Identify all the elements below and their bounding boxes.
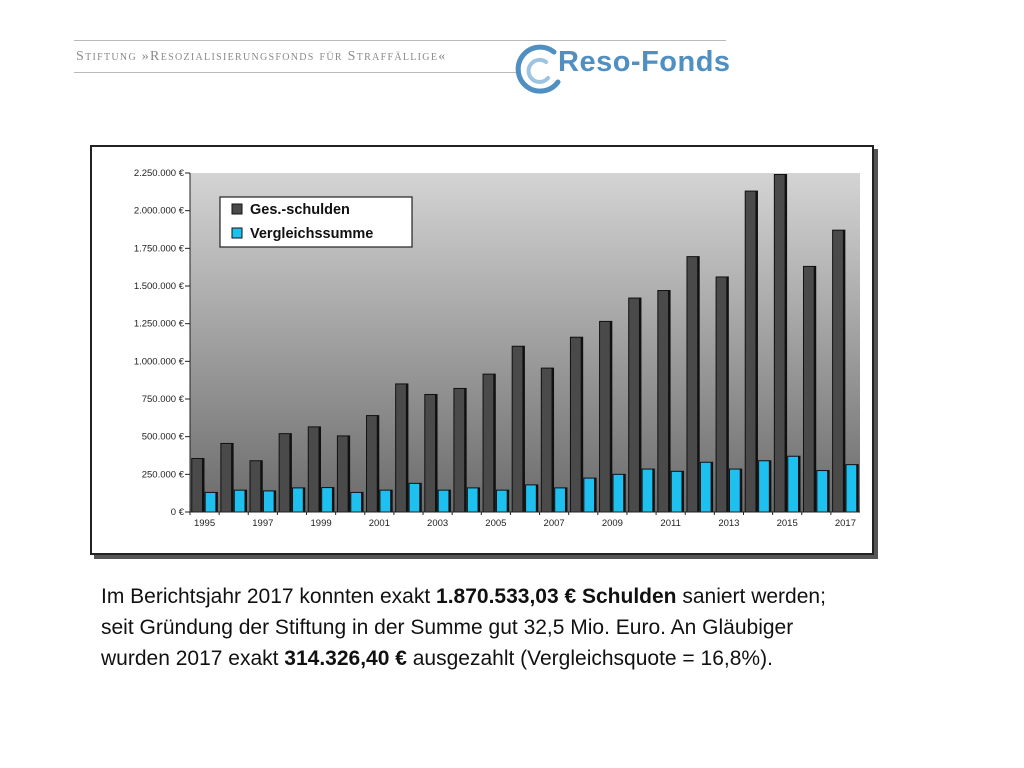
bar-vergleichssumme-shade <box>448 490 450 512</box>
caption-line-1-end: saniert werden; <box>676 585 826 608</box>
bar-vergleichssumme-shade <box>856 465 858 512</box>
bar-ges-schulden-shade <box>260 461 262 512</box>
bar-ges-schulden-shade <box>755 191 757 512</box>
bar-ges-schulden-shade <box>785 175 787 512</box>
x-tick-label: 2001 <box>368 518 390 529</box>
caption-line-1-text: Im Berichtsjahr 2017 konnten exakt <box>101 585 437 608</box>
bar-ges-schulden-shade <box>697 257 699 512</box>
bar-ges-schulden-shade <box>435 394 437 512</box>
y-tick-label: 1.000.000 € <box>133 356 184 368</box>
bar-ges-schulden-shade <box>464 388 466 512</box>
bar-vergleichssumme-shade <box>827 471 829 512</box>
x-tick-label: 1997 <box>252 518 274 529</box>
legend-swatch <box>232 204 242 214</box>
legend-label: Vergleichssumme <box>250 226 374 242</box>
caption-line-1 <box>101 581 961 612</box>
y-tick-label: 750.000 € <box>141 394 184 405</box>
bar-ges-schulden-shade <box>552 368 554 512</box>
bar-ges-schulden-shade <box>406 384 408 512</box>
bar-ges-schulden-shade <box>726 277 728 512</box>
bar-vergleichssumme-shade <box>594 478 596 512</box>
bar-vergleichssumme-shade <box>681 471 683 512</box>
bar-ges-schulden-shade <box>668 291 670 512</box>
caption-line-3 <box>101 643 961 674</box>
bar-ges-schulden-shade <box>289 434 291 512</box>
x-tick-label: 2003 <box>427 518 449 529</box>
bar-vergleichssumme-shade <box>740 469 742 512</box>
bar-ges-schulden-shade <box>814 266 816 512</box>
bar-ges-schulden-shade <box>639 298 641 512</box>
bar-ges-schulden-shade <box>522 346 524 512</box>
caption-line-3-text: wurden 2017 exakt <box>101 647 285 670</box>
y-tick-label: 0 € <box>170 507 184 518</box>
x-tick-label: 2015 <box>776 518 798 529</box>
foundation-name: Stiftung »Resozialisierungsfonds für Straffällige« <box>76 49 447 64</box>
debt-chart-frame <box>90 145 874 555</box>
bar-vergleichssumme-shade <box>798 456 800 512</box>
reso-fonds-logo <box>510 42 730 98</box>
header-rule-top <box>74 40 726 41</box>
y-tick-label: 2.000.000 € <box>133 205 184 217</box>
logo-wordmark: Reso-Fonds <box>558 46 731 78</box>
bar-ges-schulden-shade <box>202 459 204 512</box>
bar-vergleichssumme-shade <box>390 490 392 512</box>
bar-vergleichssumme-shade <box>303 488 305 512</box>
caption-debt-amount: 1.870.533,03 € Schulden <box>436 585 677 608</box>
bar-ges-schulden-shade <box>843 230 845 512</box>
x-tick-label: 2011 <box>660 518 681 529</box>
bar-vergleichssumme-shade <box>274 491 276 512</box>
y-tick-label: 1.250.000 € <box>133 318 184 330</box>
bar-ges-schulden-shade <box>231 443 233 512</box>
report-caption <box>101 581 961 674</box>
x-tick-label: 1995 <box>193 518 216 529</box>
y-tick-label: 2.250.000 € <box>133 168 184 179</box>
debt-bar-chart <box>92 147 872 553</box>
caption-settlement-amount: 314.326,40 € <box>284 647 407 670</box>
y-tick-label: 500.000 € <box>141 431 184 443</box>
bar-vergleichssumme-shade <box>536 485 538 512</box>
x-tick-label: 1999 <box>310 518 332 529</box>
bar-vergleichssumme-shade <box>711 462 713 512</box>
y-tick-label: 250.000 € <box>141 469 184 481</box>
header-rule-bottom <box>74 72 520 73</box>
x-tick-label: 2007 <box>543 518 565 529</box>
bar-ges-schulden-shade <box>348 436 350 512</box>
bar-vergleichssumme-shade <box>361 492 363 512</box>
bar-ges-schulden-shade <box>319 427 321 512</box>
x-tick-label: 2013 <box>718 518 740 529</box>
y-tick-label: 1.750.000 € <box>133 243 184 255</box>
legend-label: Ges.-schulden <box>250 202 350 218</box>
bar-vergleichssumme-shade <box>245 490 247 512</box>
y-tick-label: 1.500.000 € <box>133 281 184 292</box>
caption-line-2: seit Gründung der Stiftung in der Summe gut 32,5 Mio. Euro. An Gläubiger <box>101 616 794 639</box>
bar-vergleichssumme-shade <box>332 488 334 512</box>
bar-vergleichssumme-shade <box>652 469 654 512</box>
bar-vergleichssumme-shade <box>419 483 421 512</box>
caption-line-3-end: ausgezahlt (Vergleichsquote = 16,8%). <box>406 647 773 670</box>
bar-vergleichssumme-shade <box>769 461 771 512</box>
bar-vergleichssumme-shade <box>215 492 217 512</box>
bar-ges-schulden-shade <box>493 374 495 512</box>
bar-ges-schulden-shade <box>377 416 379 512</box>
legend-swatch <box>232 228 242 238</box>
x-tick-label: 2005 <box>485 518 507 529</box>
bar-vergleichssumme-shade <box>565 488 567 512</box>
x-tick-label: 2017 <box>834 518 857 529</box>
bar-vergleichssumme-shade <box>507 490 509 512</box>
bar-vergleichssumme-shade <box>623 474 625 512</box>
bar-ges-schulden-shade <box>581 337 583 512</box>
bar-vergleichssumme-shade <box>478 488 480 512</box>
x-tick-label: 2009 <box>601 518 623 529</box>
bar-ges-schulden-shade <box>610 321 612 512</box>
